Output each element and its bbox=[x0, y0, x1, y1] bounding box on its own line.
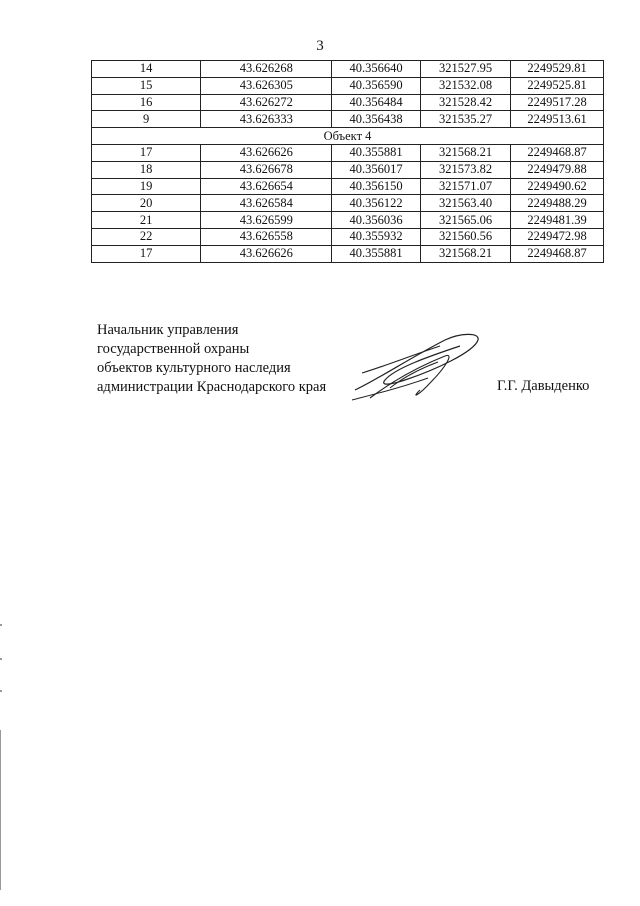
handwritten-signature bbox=[350, 328, 495, 406]
longitude-cell: 40.356122 bbox=[332, 195, 421, 212]
x-coordinate-cell: 321560.56 bbox=[420, 228, 510, 245]
signature-position bbox=[97, 321, 326, 397]
longitude-cell: 40.356590 bbox=[332, 77, 421, 94]
longitude-cell: 40.355932 bbox=[332, 228, 421, 245]
longitude-cell: 40.356484 bbox=[332, 94, 421, 111]
point-number-cell: 20 bbox=[92, 195, 201, 212]
coordinates-table-body bbox=[92, 61, 604, 263]
y-coordinate-cell: 2249490.62 bbox=[511, 178, 604, 195]
y-coordinate-cell: 2249525.81 bbox=[511, 77, 604, 94]
scan-artifact-dot bbox=[0, 690, 2, 692]
longitude-cell: 40.356640 bbox=[332, 61, 421, 78]
point-number-cell: 17 bbox=[92, 245, 201, 262]
table-row bbox=[92, 77, 604, 94]
section-header-row bbox=[92, 128, 604, 145]
signatory-name: Г.Г. Давыденко bbox=[497, 378, 590, 394]
point-number-cell: 15 bbox=[92, 77, 201, 94]
coordinates-table bbox=[91, 60, 604, 263]
y-coordinate-cell: 2249513.61 bbox=[511, 111, 604, 128]
longitude-cell: 40.356017 bbox=[332, 161, 421, 178]
y-coordinate-cell: 2249472.98 bbox=[511, 228, 604, 245]
point-number-cell: 14 bbox=[92, 61, 201, 78]
y-coordinate-cell: 2249517.28 bbox=[511, 94, 604, 111]
y-coordinate-cell: 2249529.81 bbox=[511, 61, 604, 78]
x-coordinate-cell: 321565.06 bbox=[420, 212, 510, 229]
longitude-cell: 40.356438 bbox=[332, 111, 421, 128]
table-row bbox=[92, 111, 604, 128]
latitude-cell: 43.626305 bbox=[201, 77, 332, 94]
latitude-cell: 43.626654 bbox=[201, 178, 332, 195]
point-number-cell: 16 bbox=[92, 94, 201, 111]
x-coordinate-cell: 321571.07 bbox=[420, 178, 510, 195]
table-row bbox=[92, 228, 604, 245]
x-coordinate-cell: 321535.27 bbox=[420, 111, 510, 128]
latitude-cell: 43.626584 bbox=[201, 195, 332, 212]
x-coordinate-cell: 321532.08 bbox=[420, 77, 510, 94]
position-line: государственной охраны bbox=[97, 341, 250, 357]
longitude-cell: 40.356150 bbox=[332, 178, 421, 195]
x-coordinate-cell: 321568.21 bbox=[420, 144, 510, 161]
point-number-cell: 21 bbox=[92, 212, 201, 229]
table-row bbox=[92, 178, 604, 195]
y-coordinate-cell: 2249481.39 bbox=[511, 212, 604, 229]
position-line: объектов культурного наследия bbox=[97, 360, 291, 376]
position-line: Начальник управления bbox=[97, 322, 239, 338]
y-coordinate-cell: 2249488.29 bbox=[511, 195, 604, 212]
point-number-cell: 18 bbox=[92, 161, 201, 178]
x-coordinate-cell: 321528.42 bbox=[420, 94, 510, 111]
scan-artifact-dot bbox=[0, 658, 2, 660]
scan-margin-line bbox=[0, 730, 1, 890]
position-line: администрации Краснодарского края bbox=[97, 379, 327, 395]
table-row bbox=[92, 61, 604, 78]
y-coordinate-cell: 2249479.88 bbox=[511, 161, 604, 178]
table-row bbox=[92, 144, 604, 161]
table-row bbox=[92, 161, 604, 178]
longitude-cell: 40.356036 bbox=[332, 212, 421, 229]
latitude-cell: 43.626333 bbox=[201, 111, 332, 128]
point-number-cell: 17 bbox=[92, 144, 201, 161]
section-header-cell: Объект 4 bbox=[92, 128, 604, 145]
latitude-cell: 43.626272 bbox=[201, 94, 332, 111]
latitude-cell: 43.626558 bbox=[201, 228, 332, 245]
x-coordinate-cell: 321527.95 bbox=[420, 61, 510, 78]
table-row bbox=[92, 212, 604, 229]
latitude-cell: 43.626626 bbox=[201, 144, 332, 161]
x-coordinate-cell: 321563.40 bbox=[420, 195, 510, 212]
table-row bbox=[92, 195, 604, 212]
point-number-cell: 19 bbox=[92, 178, 201, 195]
point-number-cell: 9 bbox=[92, 111, 201, 128]
page-number: 3 bbox=[316, 38, 324, 54]
y-coordinate-cell: 2249468.87 bbox=[511, 245, 604, 262]
x-coordinate-cell: 321573.82 bbox=[420, 161, 510, 178]
scan-artifact-dot bbox=[0, 624, 2, 626]
point-number-cell: 22 bbox=[92, 228, 201, 245]
x-coordinate-cell: 321568.21 bbox=[420, 245, 510, 262]
latitude-cell: 43.626678 bbox=[201, 161, 332, 178]
longitude-cell: 40.355881 bbox=[332, 245, 421, 262]
latitude-cell: 43.626626 bbox=[201, 245, 332, 262]
table-row bbox=[92, 245, 604, 262]
latitude-cell: 43.626268 bbox=[201, 61, 332, 78]
latitude-cell: 43.626599 bbox=[201, 212, 332, 229]
longitude-cell: 40.355881 bbox=[332, 144, 421, 161]
table-row bbox=[92, 94, 604, 111]
y-coordinate-cell: 2249468.87 bbox=[511, 144, 604, 161]
